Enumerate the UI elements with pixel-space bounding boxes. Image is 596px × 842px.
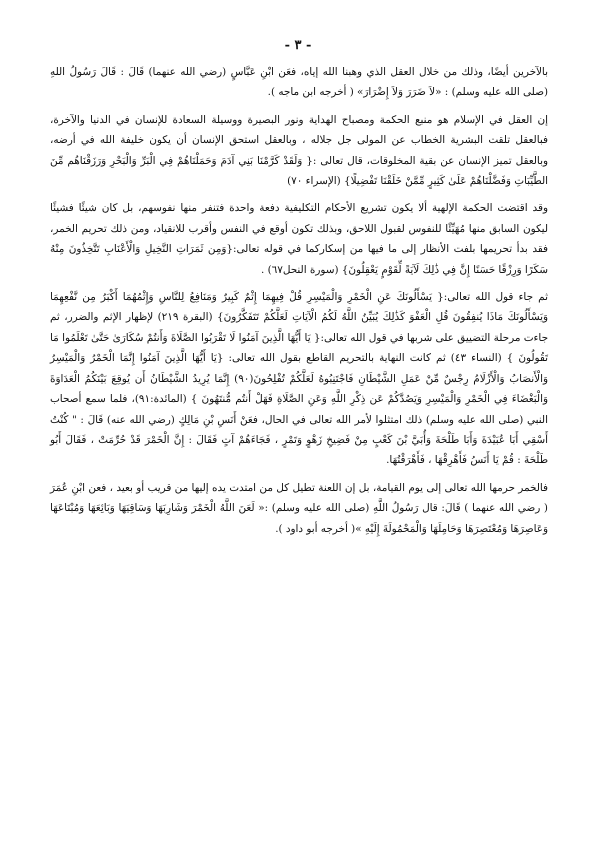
document-body — [50, 62, 548, 546]
page-number: - ٣ - — [284, 38, 312, 53]
paragraph-3: وقد اقتضت الحكمة الإلهية ألا يكون تشريع الأحكام التكليفية دفعة واحدة فتنفر منها نفوسهم، بل كان شيئًا فشيئًا ليكون السابق منها مُهَيِّئًا للنفوس لقبول اللاحق، وبذلك تكون أوقع في النفس وأقرب للانقياد، ومن ذلك تحريم الخمر، فقد بدأ تحريمها بلفت الأنظار إلى ما فيها من إسكاركما في قوله تعالى:{وَمِن ثَمَرَاتِ النَّخِيلِ وَالْأَعْنَابِ تَتَّخِذُونَ مِنْهُ سَكَرًا وَرِزْقًا حَسَنًا إِنَّ فِي ذَٰلِكَ لَآيَةً لِّقَوْمٍ يَعْقِلُونَ} (سورة النحل٦٧) . — [50, 202, 548, 276]
paragraph-1: بالآخرين أيضًا، وذلك من خلال العقل الذي وهبنا الله إياه، فعَن ابْنِ عَبَّاسٍ (رضي الله عنهما) قَالَ : قَالَ رَسُولُ اللهِ (صلى الله عليه وسلم) : «لاَ ضَرَرَ وَلاَ إِضْرَارَ» ( أخرجه ابن ماجه ). — [50, 66, 548, 99]
paragraph-5: فالخمر حرمها الله تعالى إلى يوم القيامة، بل إن اللعنة تطيل كل من امتدت يده إليها من قريب أو بعيد ، فعن ابْنِ عُمَرَ ( رضي الله عنهما ) قَالَ: قال رَسُولُ اللَّهِ (صلى الله عليه وسلم) :« لَعَنَ اللَّهُ الْخَمْرَ وَشَارِبَهَا وَسَاقِيَهَا وَبَائِعَهَا وَمُبْتَاعَهَا وَعَاصِرَهَا وَمُعْتَصِرَهَا وَحَامِلَهَا وَالْمَحْمُولَةَ إِلَيْهِ »( أخرجه أبو داود ). — [50, 481, 548, 535]
paragraph-4: ثم جاء قول الله تعالى:{ يَسْأَلُونَكَ عَنِ الْخَمْرِ وَالْمَيْسِرِ قُلْ فِيهِمَا إِثْمٌ كَبِيرٌ وَمَنَافِعُ لِلنَّاسِ وَإِثْمُهُمَا أَكْبَرُ مِن نَّفْعِهِمَا وَيَسْأَلُونَكَ مَاذَا يُنفِقُونَ قُلِ الْعَفْوَ كَذَٰلِكَ يُبَيِّنُ اللَّهُ لَكُمُ الْآيَاتِ لَعَلَّكُمْ تَتَفَكَّرُونَ} (البقرة ٢١٩) لإظهار الإثم والضرر، ثم جاءت مرحلة التضييق على شربها في قول الله تعالى:{ يَا أَيُّهَا الَّذِينَ آمَنُوا لَا تَقْرَبُوا الصَّلَاةَ وَأَنتُمْ سُكَارَىٰ حَتَّىٰ تَعْلَمُوا مَا تَقُولُونَ } (النساء ٤٣) ثم كانت النهاية بالتحريم القاطع بقول الله تعالى: {يَا أَيُّهَا الَّذِينَ آمَنُوا إِنَّمَا الْخَمْرُ وَالْمَيْسِرُ وَالْأَنصَابُ وَالْأَزْلَامُ رِجْسٌ مِّنْ عَمَلِ الشَّيْطَانِ فَاجْتَنِبُوهُ لَعَلَّكُمْ تُفْلِحُونَ(٩٠) إِنَّمَا يُرِيدُ الشَّيْطَانُ أَن يُوقِعَ بَيْنَكُمُ الْعَدَاوَةَ وَالْبَغْضَاءَ فِي الْخَمْرِ وَالْمَيْسِرِ وَيَصُدَّكُمْ عَن ذِكْرِ اللَّهِ وَعَنِ الصَّلَاةِ فَهَلْ أَنتُم مُّنتَهُونَ } (المائدة:٩١)، فلما سمع أصحاب النبي (صلى الله عليه وسلم) ذلك امتثلوا لأمر الله تعالى في الحال، فعَنْ أَنَسِ بْنِ مَالِكٍ (رضي الله عنه) قَالَ : " كُنْتُ أَسْقِي أَبَا عُبَيْدَةَ وَأَبَا طَلْحَةَ وَأُبَيَّ بْنَ كَعْبٍ مِنْ فَضِيخِ زَهْوٍ وَتَمْرٍ ، فَجَاءَهُمْ آتٍ فَقَالَ : إِنَّ الْخَمْرَ قَدْ حُرِّمَتْ ، فَقَالَ أَبُو طَلْحَةَ : قُمْ يَا أَنَسُ فَأَهْرِقْهَا ، فَأَهْرَقْتُهَا. — [50, 291, 549, 467]
paragraph-2: إن العقل في الإسلام هو منبع الحكمة ومصباح الهداية ونور البصيرة ووسيلة السعادة للإنسان في الدنيا والآخرة، فبالعقل تلقت البشرية الخطاب عن المولى جل جلاله ، وبالعقل استحق الإنسان أن يكون خليفة الله في أرضه، وبالعقل تميز الإنسان عن بقية المخلوقات، قال تعالى :{ وَلَقَدْ كَرَّمْنَا بَنِي آدَمَ وَحَمَلْنَاهُمْ فِي الْبَرِّ وَالْبَحْرِ وَرَزَقْنَاهُم مِّنَ الطَّيِّبَاتِ وَفَضَّلْنَاهُمْ عَلَىٰ كَثِيرٍ مِّمَّنْ خَلَقْنَا تَفْضِيلًا} (الإسراء ٧٠) — [50, 113, 548, 188]
